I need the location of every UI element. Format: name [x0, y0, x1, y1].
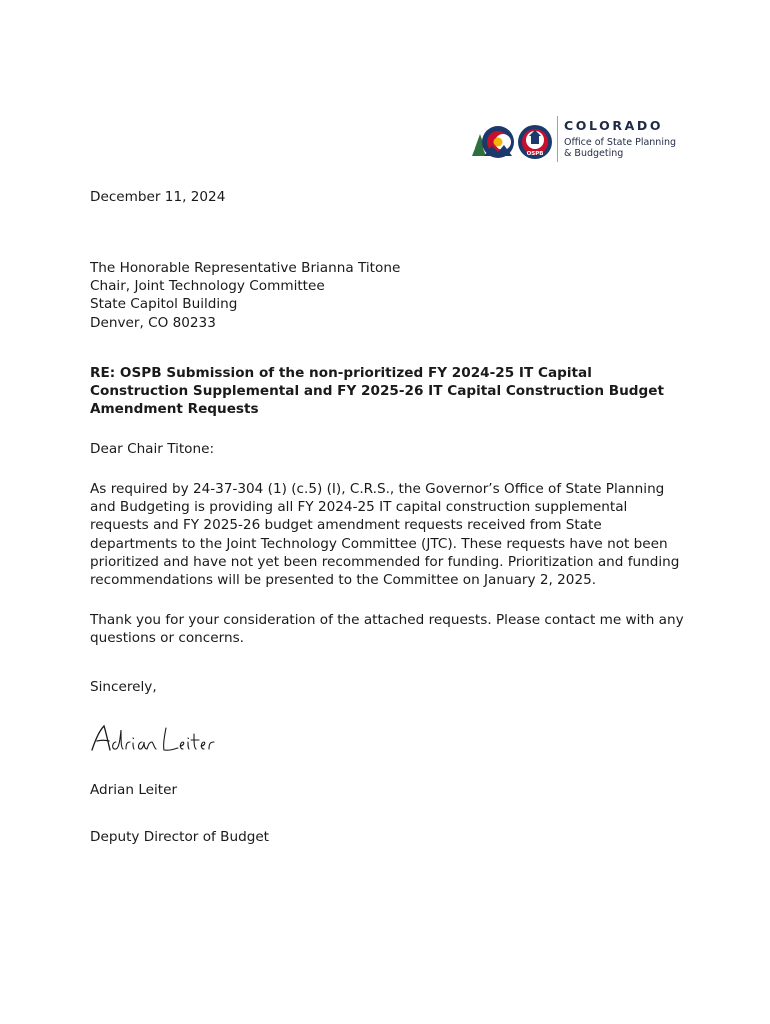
logo-state-name: COLORADO — [564, 118, 664, 133]
letterhead — [470, 112, 700, 168]
logo-divider — [557, 116, 558, 162]
logo-text — [564, 118, 704, 159]
recipient-line: State Capitol Building — [90, 296, 238, 313]
logo-office-line-1: Office of State Planning — [564, 137, 677, 148]
seal-text: OSPB — [526, 151, 544, 157]
colorado-ospb-logo-icon — [470, 116, 558, 168]
letter-subject: RE: OSPB Submission of the non-prioritized FY 2024-25 IT Capital Construction Supplemental and FY 2025-26 IT Capital Construction Budget Amendment Requests — [90, 365, 664, 418]
letter-closing: Sincerely, — [90, 679, 157, 695]
signer-title: Deputy Director of Budget — [90, 829, 270, 845]
handwritten-signature — [88, 720, 228, 760]
recipient-address — [90, 259, 690, 332]
signer-name: Adrian Leiter — [90, 782, 178, 798]
logo-office-line-2: & Budgeting — [564, 148, 624, 159]
letter-salutation: Dear Chair Titone: — [90, 441, 215, 457]
recipient-line: Denver, CO 80233 — [90, 314, 216, 331]
recipient-line: The Honorable Representative Brianna Titone — [90, 260, 401, 276]
letter-date: December 11, 2024 — [90, 189, 226, 205]
recipient-line: Chair, Joint Technology Committee — [90, 278, 325, 295]
body-paragraph: As required by 24-37-304 (1) (c.5) (I), C.R.S., the Governor’s Office of State Planning and Budgeting is providing all FY 2024-25 IT capital construction supplemental requests and FY 2025-26 budget amendment requests received from State departments to the Joint Technology Committee (JTC). These requests have not been prioritized and have not yet been recommended for funding. Prioritization and funding recommendations will be presented to the Committee on January 2, 2025. — [90, 481, 680, 589]
body-paragraph: Thank you for your consideration of the attached requests. Please contact me with any questions or concerns. — [90, 612, 684, 647]
